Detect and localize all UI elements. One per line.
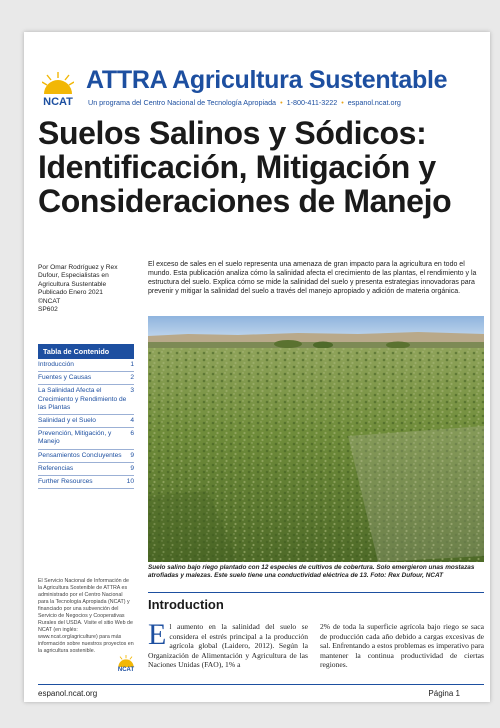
photo-caption: Suelo salino bajo riego plantado con 12 especies de cultivos de cobertura. Solo emergieron unas mostazas atrofiadas y malezas. Este suelo tiene una conductividad eléctrica de 13. Foto: Rex Dufour, NCAT <box>148 564 475 580</box>
copyright: ©NCAT <box>38 297 61 305</box>
authors: Por Omar Rodríguez y Rex Dufour, Especialistas en Agricultura Sustentable <box>38 264 118 288</box>
field-photo-image <box>148 316 484 562</box>
section-divider <box>148 592 484 593</box>
document-title: Suelos Salinos y Sódicos: Identificación, Mitigación y Consideraciones de Manejo <box>38 115 452 219</box>
publication-code: SP602 <box>38 306 58 314</box>
toc-item-label: Salinidad y el Suelo <box>38 417 96 425</box>
toc-item[interactable] <box>38 385 134 415</box>
toc-item-page: 1 <box>130 361 134 368</box>
toc-item-page: 3 <box>130 387 134 395</box>
toc-item-label: Prevención, Mitigación, y Manejo <box>38 430 112 446</box>
toc-item-label: Introducción <box>38 361 74 368</box>
toc-item-label: Pensamientos Concluyentes <box>38 451 122 459</box>
tagline <box>88 98 401 107</box>
section-heading: Introduction <box>148 597 224 612</box>
sun-icon <box>42 72 74 94</box>
footer-page-number: Página 1 <box>428 689 460 698</box>
sun-icon <box>116 655 136 667</box>
publish-date: Publicado Enero 2021 <box>38 289 103 297</box>
field-photo <box>148 316 484 562</box>
abstract: El exceso de sales en el suelo representa una amenaza de gran impacto para la agricultura en todo el mundo. Esta publicación analiza cómo la salinidad afecta el crecimiento de las plantas, el rendimiento y la estructura del suelo. Explica cómo se mide la salinidad del suelo y presenta estrategias innovadoras para prevenir y mitigar la salinidad del suelo a través del manejo apropiado y adición de materia orgánica. <box>148 261 477 295</box>
toc-item-page: 4 <box>130 417 134 425</box>
toc-item-page: 2 <box>130 374 134 382</box>
toc-item[interactable] <box>38 476 134 489</box>
intro-column-1 <box>148 618 308 670</box>
toc-heading: Tabla de Contenido <box>38 344 134 359</box>
drop-cap: E <box>148 618 167 651</box>
toc-item-label: La Salinidad Afecta el Crecimiento y Rendimiento de las Plantas <box>38 387 127 411</box>
footer-divider <box>38 684 484 685</box>
masthead <box>36 66 476 110</box>
toc-item[interactable] <box>38 463 134 476</box>
ncat-logo-text: NCAT <box>43 96 73 108</box>
table-of-contents <box>38 344 134 489</box>
toc-item[interactable] <box>38 428 134 449</box>
toc-item-label: Fuentes y Causas <box>38 374 92 382</box>
intro-text-1: l aumento en la salinidad del suelo se considera el estrés principal a la producción agrícola global (Laidero, 2012). Según la Organización de Alimentación y Agricultura de las Naciones Unidas (FAO), 1% a <box>148 622 308 670</box>
brand-title <box>86 66 447 95</box>
brand-attra: ATTRA <box>86 66 167 94</box>
toc-item-page: 9 <box>130 464 134 472</box>
ncat-small-logo-text: NCAT <box>117 667 135 673</box>
byline <box>38 264 134 314</box>
tagline-org: Un programa del Centro Nacional de Tecnología Apropiada <box>88 98 277 107</box>
toc-item[interactable] <box>38 359 134 372</box>
ncat-small-logo <box>114 655 138 673</box>
toc-item-label: Referencias <box>38 464 74 472</box>
footer-website[interactable]: espanol.ncat.org <box>38 689 98 698</box>
tagline-phone: 1-800-411-3222 <box>286 98 338 107</box>
toc-item-page: 9 <box>130 451 134 459</box>
intro-column-2: 2% de toda la superficie agrícola bajo riego se saca de producción cada año debido a cargas excesivas de sal. Enfrentando a estos problemas es imperativo para mantener la continua productividad de ciertas regiones. <box>320 622 484 670</box>
toc-item-page: 10 <box>126 478 134 486</box>
toc-item[interactable] <box>38 415 134 428</box>
toc-item-page: 6 <box>130 430 134 438</box>
bullet-separator: • <box>341 98 344 107</box>
ncat-logo <box>36 72 80 110</box>
toc-item[interactable] <box>38 372 134 385</box>
toc-item[interactable] <box>38 450 134 463</box>
tagline-website: espanol.ncat.org <box>347 98 401 107</box>
brand-subtitle: Agricultura Sustentable <box>172 66 448 94</box>
bullet-separator: • <box>280 98 283 107</box>
sidebar-note: El Servicio Nacional de Información de la Agricultura Sostenible de ATTRA es administrado por el Centro Nacional para la Tecnología Apropiada (NCAT) y financiado por una subvención del Servicio de Negocios y Cooperativas Rurales del USDA. Visite el sitio Web de NCAT (en inglés: www.ncat.org/agriculture) para más información sobre nuestros proyectos en la agricultura sostenible. <box>38 578 134 654</box>
toc-item-label: Further Resources <box>38 478 93 486</box>
document-page <box>24 32 490 702</box>
